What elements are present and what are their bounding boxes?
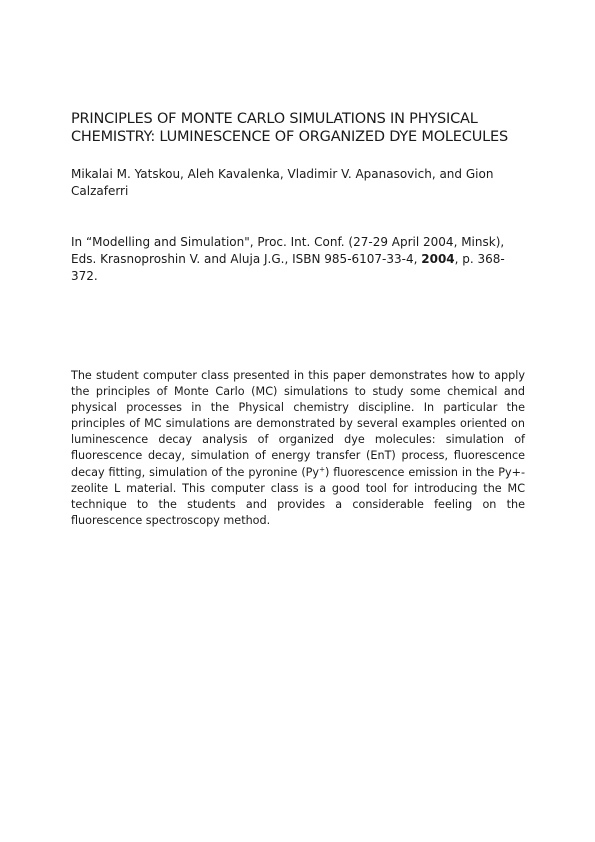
citation-text: In “Modelling and Simulation", Proc. Int. Conf. (27-29 April 2004, Minsk), Eds. Krasnoproshin V. and Aluja J.G., ISBN 985-6107-33-4,	[71, 235, 505, 266]
abstract-text-part2: ) fluorescence emission in the Py+-zeolite L material. This computer class is a good tool for introducing the MC technique to the students and provides a considerable feeling on the fluorescence spectroscopy method.	[71, 465, 525, 527]
citation-pages: , p. 368-372.	[71, 252, 505, 283]
author-list: Mikalai M. Yatskou, Aleh Kavalenka, Vladimir V. Apanasovich, and Gion Calzaferri	[71, 167, 494, 198]
abstract	[71, 368, 525, 529]
paper-title: PRINCIPLES OF MONTE CARLO SIMULATIONS IN PHYSICAL CHEMISTRY: LUMINESCENCE OF ORGANIZED DYE MOLECULES	[71, 111, 508, 145]
abstract-text-part1: The student computer class presented in this paper demonstrates how to apply the principles of Monte Carlo (MC) simulations to study some chemical and physical processes in the Physical chemistry discipline. In particular the principles of MC simulations are demonstrated by several examples oriented on luminescence decay analysis of organized dye molecules: simulation of fluorescence decay, simulation of energy transfer (EnT) process, fluorescence decay fitting, simulation of the pyronine (Py	[71, 369, 525, 479]
citation	[71, 234, 525, 285]
superscript-plus: +	[319, 464, 325, 473]
citation-year: 2004	[421, 252, 455, 266]
